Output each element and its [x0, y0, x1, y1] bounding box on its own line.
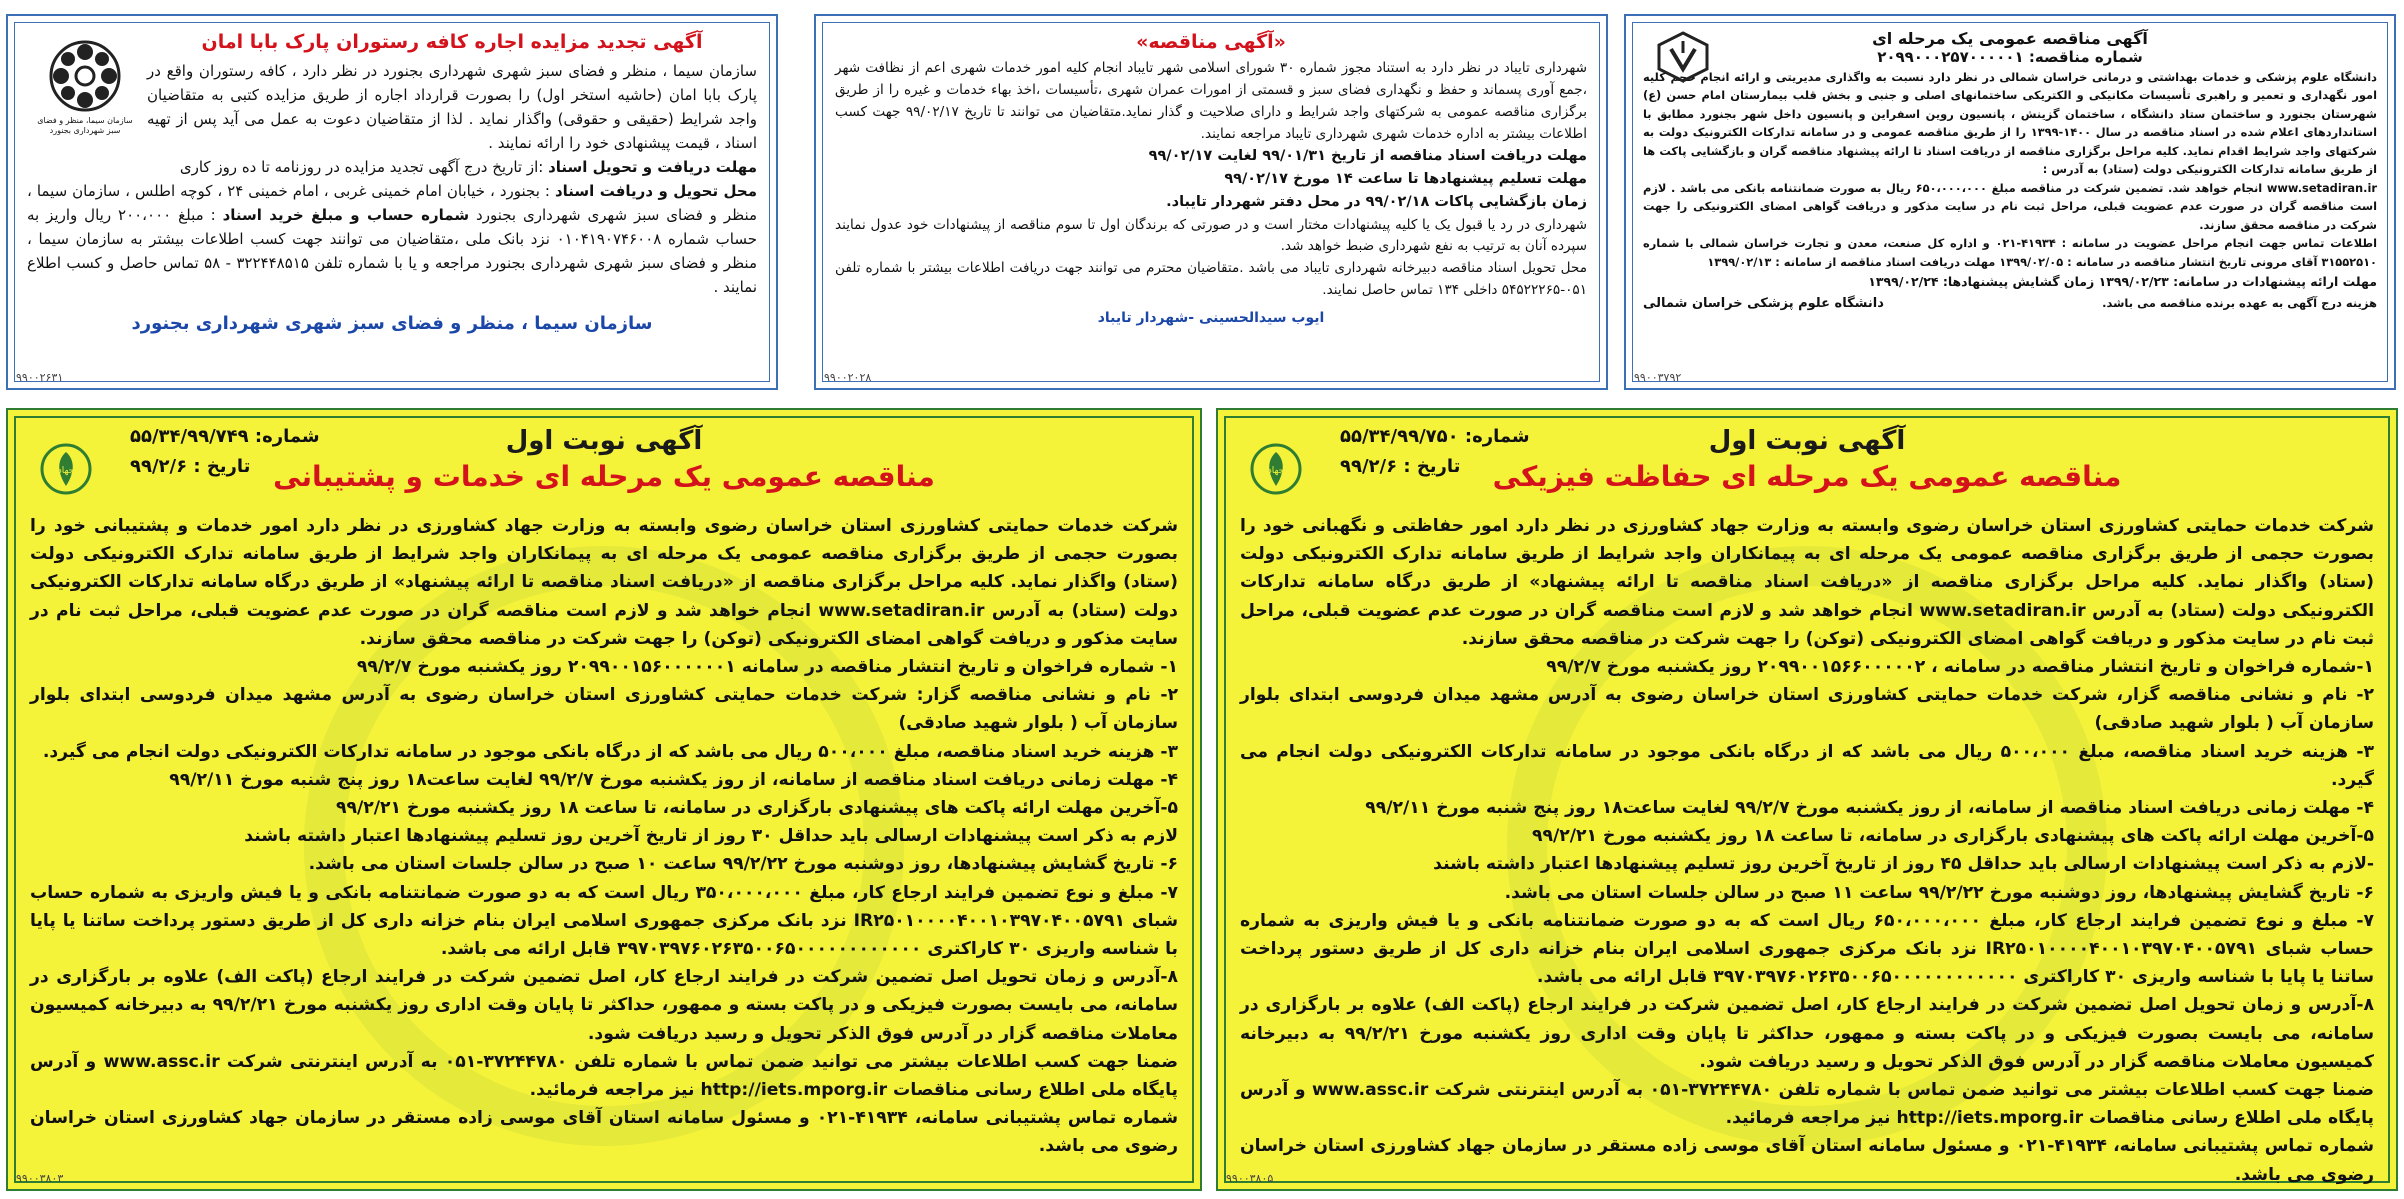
ad-services-item: ۲- نام و نشانی مناقصه گزار: شرکت خدمات حمایتی کشاورزی استان خراسان رضوی به آدرس مشهد میدان فردوسی ابتدای بلوار سازمان آب ( بلوار شهید صادقی) [30, 685, 1178, 734]
ad-taybad-paragraph-5: شهرداری در رد یا قبول یک یا کلیه پیشنهادات مختار است و در صورتی که برندگان اول تا سوم مناقصه از پیشنهادات خود عدول نمایند سپرده آنان به ترتیب به نفع شهرداری ضبط خواهد شد. [835, 216, 1587, 255]
ad-taybad-title: «آگهی مناقصه» [1136, 31, 1286, 53]
ad-protection-item: ۶- تاریخ گشایش پیشنهادها، روز دوشنبه مورخ ۹۹/۲/۲۲ ساعت ۱۱ صبح در سالن جلسات استان می باشد. [1504, 882, 2374, 903]
ad-taybad-tender [814, 14, 1608, 390]
ad-code: ۹۹۰۰۳۷۹۲ [1634, 371, 1682, 384]
ad-jihad-physical-protection [1216, 408, 2398, 1191]
ad-protection-item: ۷- مبلغ و نوع تضمین فرایند ارجاع کار، مبلغ ۶۵۰،۰۰۰،۰۰۰ ریال است که به دو صورت ضمانتنامه بانکی و یا فیش واریزی به شماره حساب شبای IR۲۵۰۱۰۰۰۰۴۰۰۱۰۳۹۷۰۴۰۰۵۷۹۱ نزد بانک مرکزی جمهوری اسلامی ایران بنام خزانه داری کل از طریق دستور پرداخت ساتنا یا پایا با شناسه واریزی ۳۰ کاراکتری ۳۹۷۰۳۹۷۶۰۲۶۳۵۰۰۶۵۰۰۰۰۰۰۰۰۰۰۰۰ قابل ارائه می باشد. [1240, 910, 2374, 988]
ad-taybad-frame [822, 22, 1600, 382]
ad-services-date: تاریخ : ۹۹/۲/۶ [130, 456, 251, 477]
ad-protection-title-1: آگهی نوبت اول [1708, 426, 1906, 456]
ad-cost-note: هزینه درج آگهی به عهده برنده مناقصه می باشد. [2102, 296, 2377, 311]
flower-emblem-icon [47, 38, 123, 114]
ad-services-item: ۷- مبلغ و نوع تضمین فرایند ارجاع کار، مبلغ ۳۵۰،۰۰۰،۰۰۰ ریال است که به دو صورت ضمانتنامه بانکی و یا فیش واریزی به شماره حساب شبای IR۲۵۰۱۰۰۰۰۴۰۰۱۰۳۹۷۰۴۰۰۵۷۹۱ نزد بانک مرکزی جمهوری اسلامی ایران بنام خزانه داری کل از طریق دستور پرداخت ساتنا یا پایا با شناسه واریزی ۳۰ کاراکتری ۳۹۷۰۳۹۷۶۰۲۶۳۵۰۰۶۵۰۰۰۰۰۰۰۰۰۰۰۰ قابل ارائه می باشد. [30, 882, 1179, 960]
ad-university-frame [1632, 22, 2388, 382]
ad-code: ۹۹۰۰۳۸۰۵ [1226, 1172, 1274, 1185]
ad-protection-item: ۱-شماره فراخوان و تاریخ انتشار مناقصه در سامانه ، ۲۰۹۹۰۰۱۵۶۶۰۰۰۰۰۲ روز یکشنبه مورخ ۹۹/۲/۷ [1546, 657, 2374, 678]
ad-cafe-auction-frame [14, 22, 770, 382]
ad-taybad-paragraph-6: محل تحویل اسناد مناقصه دبیرخانه شهرداری تایباد می باشد .متقاضیان محترم می توانند جهت دریافت اطلاعات بیشتر با شماره تلفن ۰۵۱-۵۴۵۲۲۲۶۵ داخلی ۱۳۴ تماس حاصل نمایند. [835, 260, 1587, 298]
deadline-label: مهلت دریافت و تحویل اسناد [548, 158, 757, 176]
logo-caption: سازمان سیما، منظر و فضای سبز شهرداری بجنورد [37, 116, 133, 135]
ad-cafe-title: آگهی تجدید مزایده اجاره کافه رستوران پارک بابا امان [201, 31, 703, 53]
ad-services-item: ۸-آدرس و زمان تحویل اصل تضمین شرکت در فرایند ارجاع کار، اصل تضمین شرکت در فرایند ارجاع (پاکت الف) علاوه بر بارگزاری در سامانه، می بایست بصورت فیزیکی و در پاکت بسته و ممهور، حداکثر تا پایان وقت اداری روز یکشنبه مورخ ۹۹/۲/۲۱ به دبیرخانه کمیسیون معاملات مناقصه گزار در آدرس فوق الذکر تحویل و رسید دریافت شود. [30, 967, 1178, 1044]
ad-protection-date: تاریخ : ۹۹/۲/۶ [1340, 456, 1461, 477]
ad-code: ۹۹۰۰۲۶۳۱ [16, 371, 64, 384]
ad-protection-number: شماره: ۵۵/۳۴/۹۹/۷۵۰ [1340, 426, 1530, 447]
ad-protection-frame [1224, 416, 2390, 1183]
account-text: : مبلغ ۲۰۰،۰۰۰ ریال واریز به حساب شماره ۰۱۰۴۱۹۰۷۴۶۰۰۸ نزد بانک ملی ،متقاضیان می توانند جهت کسب اطلاعات بیشتر به سازمان سیما ، منظر و فضای سبز شهری شهرداری بجنورد مراجعه و یا با شماره تلفن ۳۲۲۴۴۸۵۱۵ - ۵۸ تماس حاصل و کسب اطلاع نمایند . [27, 206, 757, 296]
ad-university-signature: دانشگاه علوم پزشکی خراسان شمالی [1643, 296, 1884, 312]
ad-protection-item: ضمنا جهت کسب اطلاعات بیشتر می توانید ضمن تماس با شماره تلفن ۳۷۲۴۴۷۸۰-۰۵۱ به آدرس اینترنتی شرکت www.assc.ir و آدرس پایگاه ملی اطلاع رسانی مناقصات http://iets.mporg.ir نیز مراجعه فرمائید. [1240, 1080, 2374, 1129]
ad-taybad-bid-deadline: مهلت تسلیم پیشنهادها تا ساعت ۱۴ مورخ ۹۹/۰۲/۱۷ [1224, 171, 1587, 188]
ad-services-number: شماره: ۵۵/۳۴/۹۹/۷۴۹ [130, 426, 320, 447]
ad-cafe-signature: سازمان سیما ، منظر و فضای سبز شهری شهرداری بجنورد [131, 313, 653, 334]
logo-text: جهاد [1267, 466, 1285, 476]
ad-protection-header [1240, 426, 2374, 493]
ad-services-item: ۱- شماره فراخوان و تاریخ انتشار مناقصه در سامانه ۲۰۹۹۰۰۱۵۶۰۰۰۰۰۰۱ روز یکشنبه مورخ ۹۹/۲/۷ [356, 657, 1178, 678]
ad-services-item: ۵-آخرین مهلت ارائه پاکت های پیشنهادی بارگزاری در سامانه، تا ساعت ۱۸ روز یکشنبه مورخ ۹۹/۲/۲۱ [336, 798, 1178, 819]
ad-university-paragraph-2: www.setadiran.ir انجام خواهد شد. تضمین شرکت در مناقصه مبلغ ۶۵۰،۰۰۰،۰۰۰ ریال به صورت ضمانتنامه بانکی می باشد . لازم است مناقصه گران در صورت عدم عضویت قبلی، مراحل ثبت نام در سایت مذکور و دریافت گواهی امضای الکترونیکی را جهت شرکت در مناقصه محقق سازند. [1643, 180, 2377, 232]
ad-code: ۹۹۰۰۲۰۲۸ [824, 371, 872, 384]
ad-protection-item: -لازم به ذکر است پیشنهادات ارسالی باید حداقل ۴۵ روز از تاریخ آخرین روز تسلیم پیشنهادها اعتبار داشته باشند [1433, 854, 2374, 875]
ad-services-header [30, 426, 1178, 493]
ad-services-item: ضمنا جهت کسب اطلاعات بیشتر می توانید ضمن تماس با شماره تلفن ۳۷۲۴۴۷۸۰-۰۵۱ به آدرس اینترنتی شرکت www.assc.ir و آدرس پایگاه ملی اطلاع رسانی مناقصات http://iets.mporg.ir نیز مراجعه فرمائید. [30, 1051, 1178, 1101]
ad-protection-intro: شرکت خدمات حمایتی کشاورزی استان خراسان رضوی وابسته به وزارت جهاد کشاورزی در نظر دارد امور حفاظتی و نگهبانی خود را بصورت حجمی از طریق برگزاری مناقصه عمومی یک مرحله ای به پیمانکاران واجد شرایط از طریق سامانه تدارک الکترونیکی دولت (ستاد) واگذار نماید. کلیه مراحل برگزاری مناقصه از «دریافت اسناد مناقصه تا ارائه پیشنهاد» از طریق درگاه سامانه تدارکات الکترونیکی دولت (ستاد) به آدرس www.setadiran.ir انجام خواهد شد و لازم است مناقصه گران در صورت عدم عضویت قبلی، مراحل ثبت نام در سایت مذکور و دریافت گواهی امضای الکترونیکی (توکن) را جهت شرکت در مناقصه محقق سازند. [1240, 516, 2374, 649]
ad-protection-item: ۴- مهلت زمانی دریافت اسناد مناقصه از سامانه، از روز یکشنبه مورخ ۹۹/۲/۷ لغایت ساعت۱۸ روز پنج شنبه مورخ ۹۹/۲/۱۱ [1365, 798, 2374, 819]
ad-university-title: آگهی مناقصه عمومی یک مرحله ای [1872, 29, 2148, 48]
bojnourd-green-space-logo [25, 27, 145, 147]
ad-services-item: ۴- مهلت زمانی دریافت اسناد مناقصه از سامانه، از روز یکشنبه مورخ ۹۹/۲/۷ لغایت ساعت۱۸ روز پنج شنبه مورخ ۹۹/۲/۱۱ [169, 769, 1178, 790]
ad-taybad-opening: زمان بازگشایی پاکات ۹۹/۰۲/۱۸ در محل دفتر شهردار تایباد. [1166, 194, 1587, 211]
ad-university-tender [1624, 14, 2396, 390]
ad-cafe-auction [6, 14, 778, 390]
ad-protection-body [1240, 512, 2374, 1189]
ad-taybad-paragraph-1: شهرداری تایباد در نظر دارد به استناد مجوز شماره ۳۰ شورای اسلامی شهر تایباد انجام کلیه امور خدمات شهری اعم از نظافت شهر ،جمع آوری پسماند و حفظ و نگهداری فضای سبز و قسمتی از امورات عمران شهری ،تأسیسات ،اخذ بهاء خدمات و غیره را از طریق برگزاری مناقصه عمومی به شرکتهای واجد شرایط و دارای صلاحیت و گذار نماید.متقاضیان می توانند تا تاریخ ۹۹/۰۲/۱۷ جهت کسب اطلاعات بیشتر به اداره خدمات شهری شهرداری تایباد مراجعه نمایند. [835, 60, 1588, 143]
ad-services-item: شماره تماس پشتیبانی سامانه، ۴۱۹۳۴-۰۲۱ و مسئول سامانه استان آقای موسی زاده مستقر در سازمان جهاد کشاورزی استان خراسان رضوی می باشد. [30, 1108, 1178, 1157]
location-label: محل تحویل و دریافت اسناد [554, 182, 758, 200]
ad-university-paragraph-1: دانشگاه علوم پزشکی و خدمات بهداشتی و درمانی خراسان شمالی در نظر دارد نسبت به واگذاری مدیریتی و ارائه انجام حجم کلیه امور نگهداری و تعمیر و راهبری تأسیسات مکانیکی و الکتریکی ساختمانهای اصلی و جنبی و بخش قلب بیمارستان امام حسن (ع) شهرستان بجنورد و ساختمان ستاد دانشگاه ، ساختمان گزینش ، پانسیون روین اسفراین و پانسیون داخل شهر بجنورد مطابق با استانداردهای اعلام شده در اسناد مناقصه در سال ۱۴۰۰-۱۳۹۹ را از طریق مناقصه عمومی و در سامانه تدارکات الکترونیک دولت به شرکتهای واجد شرایط اقدام نماید. کلیه مراحل برگزاری مناقصه از دریافت اسناد تا ارائه پیشنهاد مناقصه گران و بازگشایی پاکت ها از طریق سامانه تدارکات الکترونیکی دولت (ستاد) به آدرس : [1643, 70, 2378, 177]
ad-services-body [30, 512, 1178, 1161]
ad-jihad-services-support [6, 408, 1202, 1191]
ad-services-title-2: مناقصه عمومی یک مرحله ای خدمات و پشتیبانی [273, 460, 935, 493]
ad-services-item: ۳- هزینه خرید اسناد مناقصه، مبلغ ۵۰۰،۰۰۰ ریال می باشد که از درگاه بانکی موجود در سامانه تدارکات الکترونیکی دولت انجام می گیرد. [42, 741, 1178, 762]
ad-protection-title-2: مناقصه عمومی یک مرحله ای حفاظت فیزیکی [1492, 460, 2122, 493]
ad-protection-item: ۵-آخرین مهلت ارائه پاکت های پیشنهادی بارگزاری در سامانه، تا ساعت ۱۸ روز یکشنبه مورخ ۹۹/۲/۲۱ [1532, 826, 2374, 847]
ad-services-frame [14, 416, 1194, 1183]
ad-protection-item: ۳- هزینه خرید اسناد مناقصه، مبلغ ۵۰۰،۰۰۰ ریال می باشد که از درگاه بانکی موجود در سامانه تدارکات الکترونیکی دولت انجام می گیرد. [1240, 741, 2374, 790]
account-label: شماره حساب و مبلغ خرید اسناد [222, 206, 470, 224]
location-text: : بجنورد ، خیابان امام خمینی غربی ، امام خمینی ۲۴ ، کوچه اطلس ، سازمان سیما ، منظر و فضای سبز شهری شهرداری بجنورد [27, 182, 757, 224]
ad-protection-item: ۸-آدرس و زمان تحویل اصل تضمین شرکت در فرایند ارجاع کار، اصل تضمین شرکت در فرایند ارجاع (پاکت الف) علاوه بر بارگزاری در سامانه، می بایست بصورت فیزیکی و در پاکت بسته و ممهور، حداکثر تا پایان وقت اداری روز یکشنبه مورخ ۹۹/۲/۲۱ به دبیرخانه کمیسیون معاملات مناقصه گزار در آدرس فوق الذکر تحویل و رسید دریافت شود. [1240, 995, 2374, 1072]
ad-protection-item: ۲- نام و نشانی مناقصه گزار، شرکت خدمات حمایتی کشاورزی استان خراسان رضوی به آدرس مشهد میدان فردوسی ابتدای بلوار سازمان آب ( بلوار شهید صادقی) [1240, 685, 2374, 734]
deadline-text: :از تاریخ درج آگهی تجدید مزایده در روزنامه تا ده روز کاری [179, 158, 549, 176]
ad-protection-item: شماره تماس پشتیبانی سامانه، ۴۱۹۳۴-۰۲۱ و مسئول سامانه استان آقای موسی زاده مستقر در سازمان جهاد کشاورزی استان خراسان رضوی می باشد. [1240, 1136, 2374, 1185]
university-emblem-icon [1655, 29, 1711, 85]
ad-university-paragraph-3: اطلاعات تماس جهت انجام مراحل عضویت در سامانه : ۴۱۹۳۴-۰۲۱ و اداره کل صنعت، معدن و تجارت خراسان شمالی با شماره ۳۱۵۵۲۵۱۰ آقای مرونی تاریخ انتشار مناقصه در سامانه : ۱۳۹۹/۰۲/۰۵ مهلت دریافت اسناد مناقصه از سامانه : ۱۳۹۹/۰۲/۱۳ [1643, 236, 2377, 269]
ad-university-paragraph-4: مهلت ارائه پیشنهادات در سامانه: ۱۳۹۹/۰۲/۲۳ زمان گشایش پیشنهادها: ۱۳۹۹/۰۲/۲۴ [1868, 274, 2377, 290]
logo-text: جهاد [57, 466, 75, 476]
ad-cafe-paragraph-2 [27, 155, 757, 179]
ad-university-number: شماره مناقصه: ۲۰۹۹۰۰۰۲۵۷۰۰۰۰۰۱ [1877, 48, 2143, 66]
ad-university-footer [1643, 296, 2377, 311]
ad-services-intro: شرکت خدمات حمایتی کشاورزی استان خراسان رضوی وابسته به وزارت جهاد کشاورزی در نظر دارد امور خدمات و پشتیبانی خود را بصورت حجمی از طریق برگزاری مناقصه عمومی یک مرحله ای به پیمانکاران واجد شرایط از طریق سامانه تدارک الکترونیکی دولت (ستاد) واگذار نماید. کلیه مراحل برگزاری مناقصه از «دریافت اسناد مناقصه تا ارائه پیشنهاد» از طریق درگاه سامانه تدارکات الکترونیکی دولت (ستاد) به آدرس www.setadiran.ir انجام خواهد شد و لازم است مناقصه گران در صورت عدم عضویت قبلی، مراحل ثبت نام در سایت مذکور و دریافت گواهی امضای الکترونیکی (توکن) را جهت شرکت در مناقصه محقق سازند. [30, 516, 1178, 649]
university-logo [1653, 27, 1713, 87]
ad-services-item: لازم به ذکر است پیشنهادات ارسالی باید حداقل ۳۰ روز از تاریخ آخرین روز تسلیم پیشنهادها اعتبار داشته باشند [244, 826, 1178, 847]
ad-code: ۹۹۰۰۳۸۰۳ [16, 1172, 64, 1185]
ad-taybad-doc-deadline: مهلت دریافت اسناد مناقصه از تاریخ ۹۹/۰۱/۳۱ لغایت ۹۹/۰۲/۱۷ [1148, 148, 1587, 165]
ad-cafe-paragraph-1: سازمان سیما ، منظر و فضای سبز شهری شهرداری بجنورد در نظر دارد ، کافه رستوران واقع در پارک بابا امان (حاشیه استخر اول) را بصورت قرارداد اجاره از طریق مزایده کتبی به متقاضیان واجد شرایط (حقیقی و حقوقی) واگذار نماید . لذا از متقاضیان دعوت به عمل می آید پس از تهیه اسناد ، قیمت پیشنهادی خود را ارائه نمایند . [147, 62, 757, 152]
ad-cafe-paragraph-3 [27, 179, 757, 299]
ad-taybad-signature: ایوب سیدالحسینی -شهردار تایباد [1097, 309, 1325, 326]
ad-services-title-1: آگهی نوبت اول [505, 426, 703, 456]
ad-services-item: ۶- تاریخ گشایش پیشنهادها، روز دوشنبه مورخ ۹۹/۲/۲۲ ساعت ۱۰ صبح در سالن جلسات استان می باشد. [308, 854, 1178, 875]
